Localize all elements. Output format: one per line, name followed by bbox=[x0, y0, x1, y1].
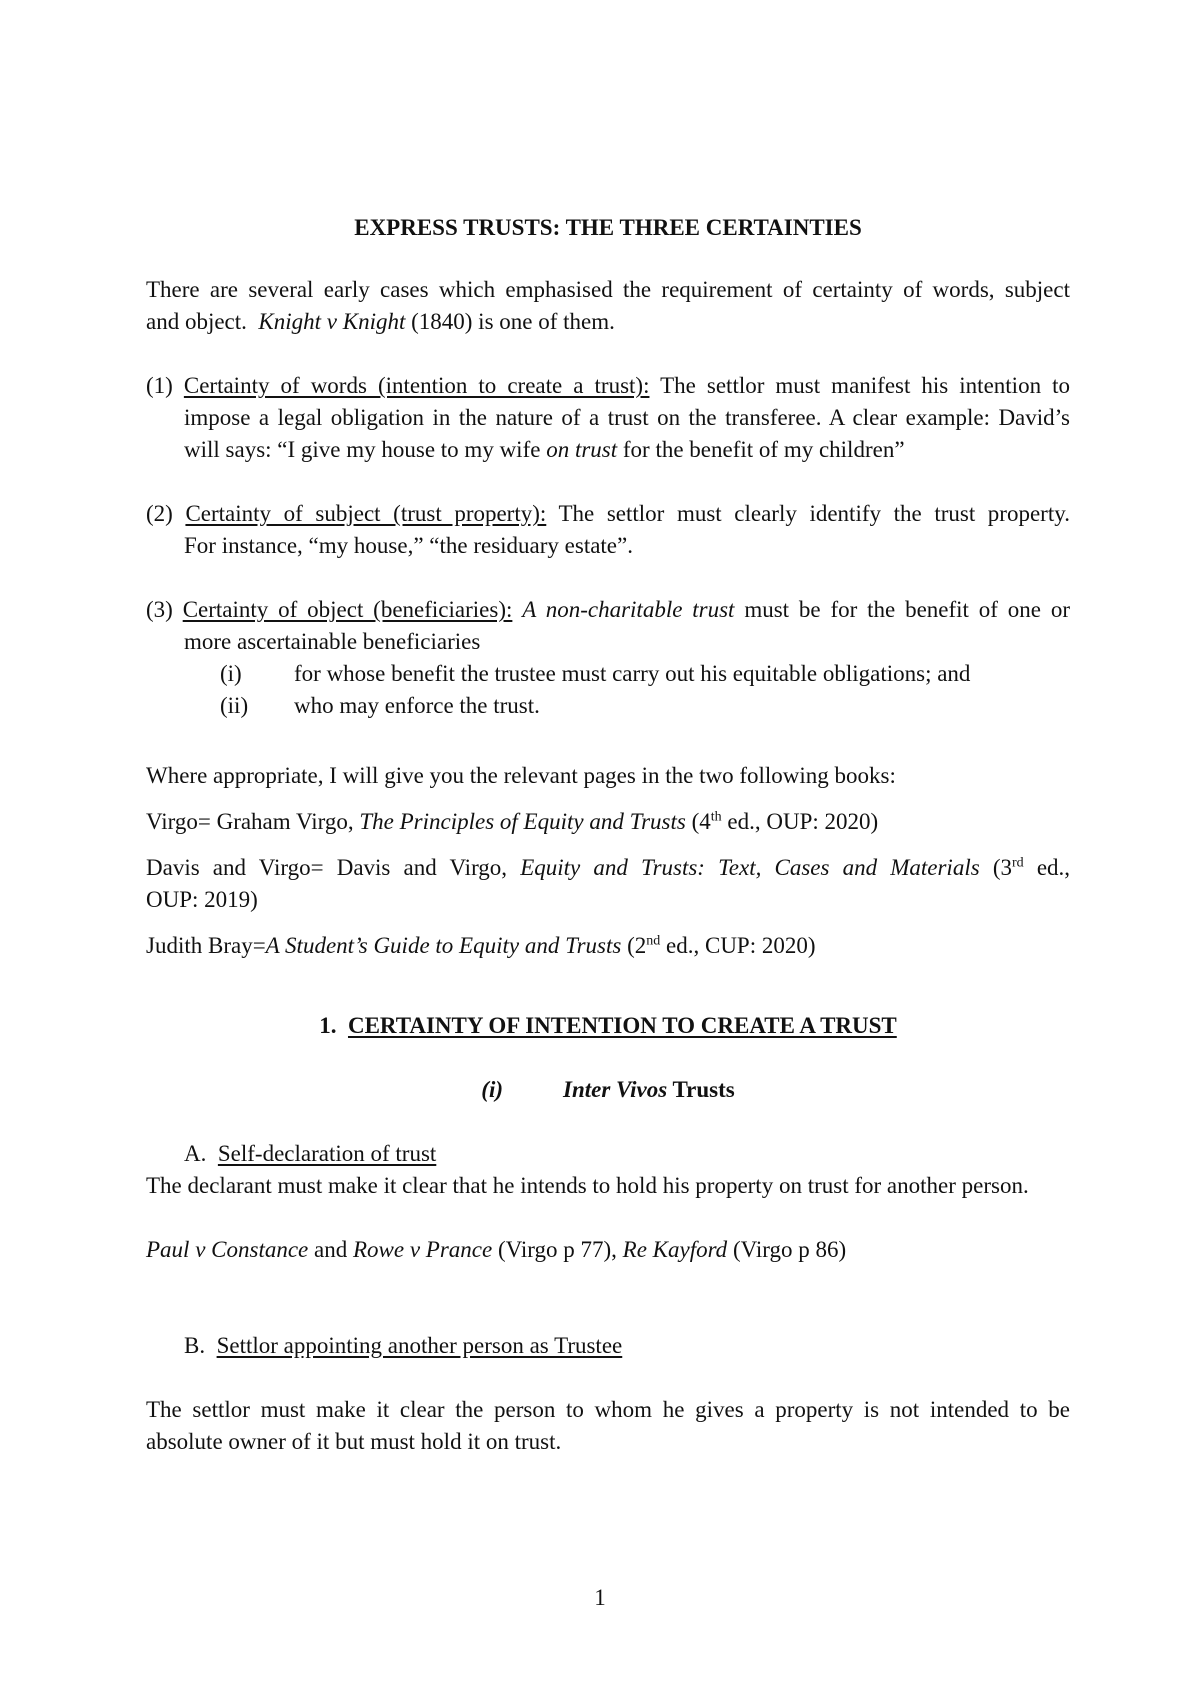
part-b-heading bbox=[146, 1330, 1070, 1362]
case-name: Re Kayford bbox=[622, 1237, 728, 1262]
item-number: (2) bbox=[146, 501, 173, 526]
intro-line-1: There are several early cases which emphasised the requirement of certainty of words, subject bbox=[146, 277, 1070, 302]
books-intro: Where appropriate, I will give you the relevant pages in the two following books: bbox=[146, 763, 896, 788]
page-reference: (Virgo p 86) bbox=[732, 1237, 847, 1262]
intro-text: (1840) is one of them. bbox=[411, 309, 615, 334]
book-label: Davis and Virgo= Davis and Virgo, bbox=[146, 855, 508, 880]
part-a-heading bbox=[146, 1138, 1070, 1170]
part-label: B. bbox=[184, 1333, 206, 1358]
intro-line-2 bbox=[146, 306, 1070, 338]
item-emphasis: on trust bbox=[546, 437, 618, 462]
part-a-cases bbox=[146, 1234, 1070, 1266]
book-label: Judith Bray= bbox=[146, 933, 266, 958]
part-a-text: The declarant must make it clear that he intends to hold his property on trust for another person. bbox=[146, 1173, 1029, 1198]
subsection-heading bbox=[146, 1074, 1070, 1106]
item-3-line-1 bbox=[146, 594, 1070, 626]
book-title: Equity and Trusts: Text, Cases and Materials bbox=[520, 855, 980, 880]
subsection-number: (i) bbox=[481, 1077, 503, 1102]
item-3-line-2: more ascertainable beneficiaries bbox=[184, 629, 481, 654]
case-name: Rowe v Prance bbox=[352, 1237, 493, 1262]
part-b-line-1: The settlor must make it clear the person to whom he gives a property is not intended to be bbox=[146, 1397, 1070, 1422]
section-title: CERTAINTY OF INTENTION TO CREATE A TRUST bbox=[347, 1013, 897, 1038]
sub-item-text: for whose benefit the trustee must carry out his equitable obligations; and bbox=[294, 661, 971, 686]
book-label: Virgo= Graham Virgo, bbox=[146, 809, 354, 834]
section-heading bbox=[146, 1010, 1070, 1042]
ordinal-suffix: nd bbox=[646, 933, 661, 949]
item-1-line-2: impose a legal obligation in the nature of a trust on the transferee. A clear example: David’s bbox=[184, 405, 1070, 430]
item-emphasis: A non-charitable trust bbox=[522, 597, 735, 622]
item-text: will says: “I give my house to my wife bbox=[184, 437, 541, 462]
case-name: Knight v Knight bbox=[258, 309, 406, 334]
part-b-line-2: absolute owner of it but must hold it on trust. bbox=[146, 1429, 562, 1454]
book-edition: (3 bbox=[992, 855, 1012, 880]
item-text: for the benefit of my children” bbox=[622, 437, 905, 462]
subsection-title: Trusts bbox=[672, 1077, 735, 1102]
item-text: must be for the benefit of one or bbox=[744, 597, 1071, 622]
item-heading: Certainty of words (intention to create a trust): bbox=[183, 373, 650, 398]
book-virgo bbox=[146, 806, 1070, 838]
part-title: Settlor appointing another person as Trustee bbox=[216, 1333, 623, 1358]
book-publisher: ed., CUP: 2020) bbox=[666, 933, 816, 958]
item-number: (1) bbox=[146, 373, 173, 398]
book-davis-virgo bbox=[146, 852, 1070, 884]
book-title: The Principles of Equity and Trusts bbox=[359, 809, 686, 834]
book-title: A Student’s Guide to Equity and Trusts bbox=[265, 933, 622, 958]
ordinal-suffix: rd bbox=[1012, 855, 1024, 871]
item-heading: Certainty of subject (trust property): bbox=[185, 501, 547, 526]
book-edition: (2 bbox=[627, 933, 647, 958]
book-publisher: ed., OUP: 2020) bbox=[727, 809, 879, 834]
book-publisher: ed., bbox=[1036, 855, 1071, 880]
item-text: The settlor must clearly identify the trust property. bbox=[558, 501, 1070, 526]
book-edition: (4 bbox=[691, 809, 711, 834]
section-number: 1. bbox=[319, 1013, 337, 1038]
subsection-title: Inter Vivos bbox=[563, 1077, 668, 1102]
page-reference: (Virgo p 77), bbox=[497, 1237, 617, 1262]
item-2-line-1 bbox=[146, 498, 1070, 530]
intro-text: and object. bbox=[146, 309, 247, 334]
page-number: 1 bbox=[594, 1585, 606, 1610]
part-title: Self-declaration of trust bbox=[217, 1141, 437, 1166]
sub-item-text: who may enforce the trust. bbox=[294, 693, 540, 718]
sub-item-number: (i) bbox=[220, 661, 242, 686]
item-number: (3) bbox=[146, 597, 173, 622]
item-2-line-2: For instance, “my house,” “the residuary estate”. bbox=[184, 533, 633, 558]
book-davis-virgo-line-2: OUP: 2019) bbox=[146, 887, 258, 912]
document-title: EXPRESS TRUSTS: THE THREE CERTAINTIES bbox=[354, 215, 862, 240]
item-1-line-3 bbox=[184, 434, 1070, 466]
sub-item-number: (ii) bbox=[220, 693, 249, 718]
book-bray bbox=[146, 930, 1070, 962]
part-label: A. bbox=[184, 1141, 207, 1166]
item-1-line-1 bbox=[146, 370, 1070, 402]
item-heading: Certainty of object (beneficiaries): bbox=[182, 597, 513, 622]
ordinal-suffix: th bbox=[710, 809, 722, 825]
connector-text: and bbox=[314, 1237, 348, 1262]
item-text: The settlor must manifest his intention to bbox=[660, 373, 1070, 398]
case-name: Paul v Constance bbox=[146, 1237, 309, 1262]
